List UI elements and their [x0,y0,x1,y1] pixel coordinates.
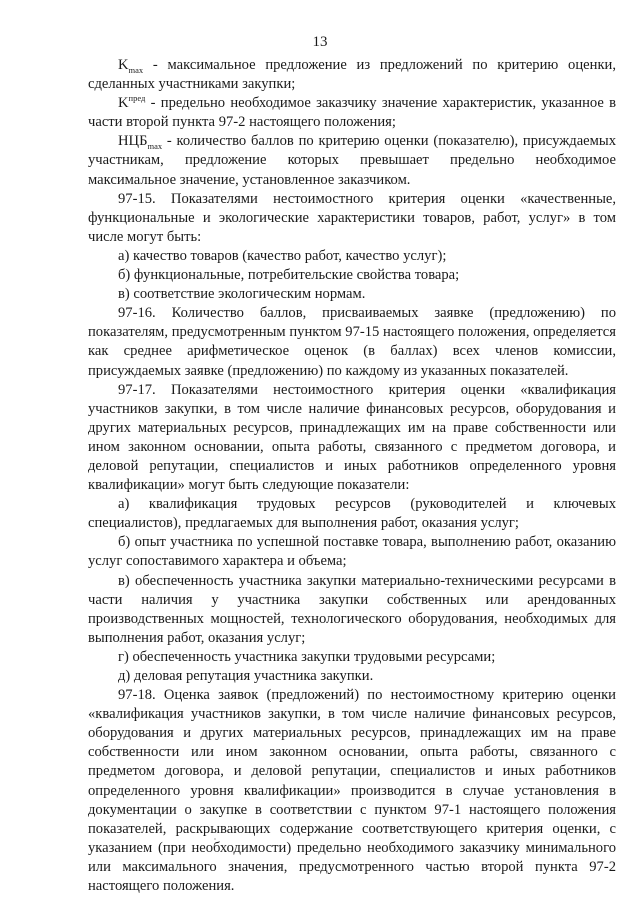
list-item-97-17-g: г) обеспеченность участника закупки трудовыми ресурсами; [118,648,496,665]
list-item-97-15-v: в) соответствие экологическим нормам. [118,286,366,303]
paragraph-97-17: 97-17. Показателями нестоимостного критерия оценки «квалификация участников закупки, в том числе наличие финансовых ресурсов, оборудования и других материальных ресурсов, принадлежащих им на праве собственности или ином законном основании, опыта работы, связанного с предметом договора, и деловой репутации, специалистов и иных работников определенного уровня квалификации» могут быть следующие показатели: [88,381,616,494]
scan-speck [214,838,216,840]
definition-kmax: $K_{max}$ - максимальное предложение из предложений по критерию оценки, сделанных участниками закупки; [88,57,616,93]
symbol-ncb: $НЦБ_{max}$ [118,133,163,152]
list-item-97-17-d: д) деловая репутация участника закупки. [118,668,374,684]
paragraph-97-18: 97-18. Оценка заявок (предложений) по нестоимостному критерию оценки «квалификация участников закупки, в том числе наличие финансовых ресурсов, оборудования и других материальных ресурсов, принадлежащих им на праве собственности или ином законном основании, опыта работы, связанного с предметом договора, и деловой репутации, специалистов и иных работников определенного уровня квалификации» производится в случае установления в документации о закупке в соответствии с пунктом 97-1 настоящего положения показателей, раскрывающих содержание соответствующего критерия оценки, с указанием (при необходимости) предельно необходимого заказчику минимального или максимального значения, предусмотренного частью второй пункта 97-2 настоящего положения. [88,687,616,895]
list-item-97-17-b: б) опыт участника по успешной поставке товара, выполнению работ, оказанию услуг сопоставимого характера и объема; [88,534,616,570]
paragraph-97-15: 97-15. Показателями нестоимостного критерия оценки «качественные, функциональные и экологические характеристики товаров, работ, услуг» в том числе могут быть: [88,190,616,245]
definition-ncb: $НЦБ_{max}$ - количество баллов по критерию оценки (показателю), присуждаемых участникам, предложение которых превышает предельно необходимое максимальное значение, установленное заказчиком. [88,133,616,188]
definition-kpred: $K^{пред}$ - предельно необходимое заказчику значение характеристик, указанное в части второй пункта 97-2 настоящего положения; [88,93,616,131]
symbol-kpred: $K^{пред}$ [118,93,146,112]
list-item-97-17-v: в) обеспеченность участника закупки материально-техническими ресурсами в части наличия у участника закупки собственных или арендованных производственных мощностей, технологического оборудования, необходимых для выполнения работ, оказания услуг; [88,572,616,646]
page-number: 13 [312,34,328,50]
list-item-97-17-a: а) квалификация трудовых ресурсов (руководителей и ключевых специалистов), предлагаемых для выполнения работ, оказания услуг; [88,496,616,532]
document-body [88,56,616,896]
paragraph-97-16: 97-16. Количество баллов, присваиваемых заявке (предложению) по показателям, предусмотренным пунктом 97-15 настоящего положения, определяется как среднее арифметическое оценок (в баллах) всех членов комиссии, присуждаемых заявке (предложению) по каждому из указанных показателей. [88,305,616,379]
list-item-97-15-a: а) качество товаров (качество работ, качество услуг); [118,247,447,264]
list-item-97-15-b: б) функциональные, потребительские свойства товара; [118,267,460,284]
symbol-kmax: $K_{max}$ [118,57,144,75]
